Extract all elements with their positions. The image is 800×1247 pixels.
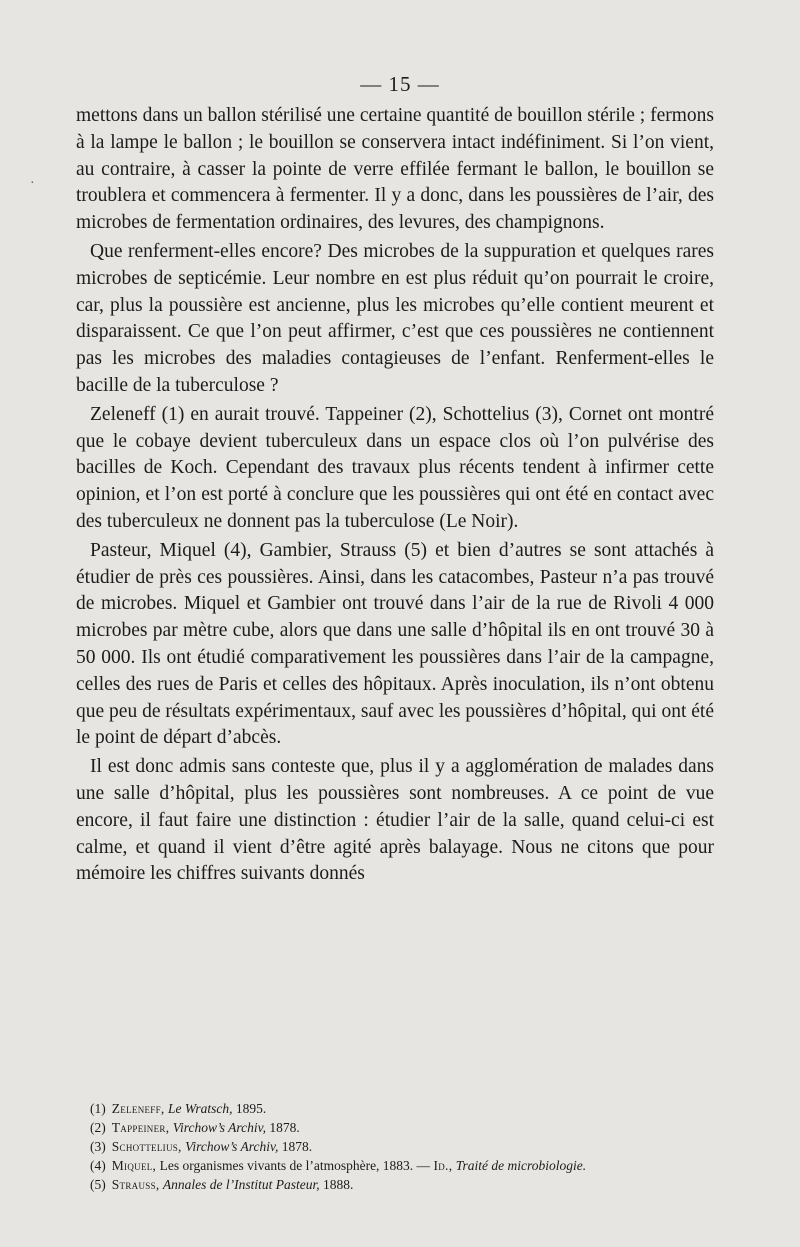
footnote-mark: (1) — [90, 1101, 106, 1116]
footnote-year: 1895. — [232, 1101, 267, 1116]
footnote-2 — [90, 1118, 740, 1137]
footnote-mark: (5) — [90, 1177, 106, 1192]
footnote-year: 1878. — [278, 1139, 313, 1154]
footnote-5 — [90, 1175, 740, 1194]
footnote-title: Les organismes vivants de l’atmosphère, 1883. — — [156, 1158, 434, 1173]
footnote-4 — [90, 1156, 740, 1175]
footnote-work: Annales de l’Institut Pasteur, — [162, 1177, 320, 1192]
footnote-author: Schottelius, — [111, 1139, 182, 1154]
footnote-mark: (4) — [90, 1158, 106, 1173]
footnote-year: 1878. — [266, 1120, 300, 1135]
paragraph-2: Que renferment-elles encore? Des microbes de la suppuration et quelques rares microbes de septicémie. Leur nombre en est plus réduit qu’on pourrait le croire, car, plus la poussière est ancienne, plus les microbes qu’elle contient meurent et disparaissent. Ce que l’on peut affirmer, c’est que ces poussières ne contiennent pas les microbes des maladies contagieuses de l’enfant. Renferment-elles le bacille de la tuberculose ? — [76, 240, 714, 396]
footnote-author: Zeleneff, — [111, 1101, 165, 1116]
footnote-mark: (3) — [90, 1139, 106, 1154]
footnote-1 — [90, 1099, 740, 1118]
footnote-work: Traité de microbiologie. — [452, 1158, 587, 1173]
paragraph-4: Pasteur, Miquel (4), Gambier, Strauss (5) et bien d’autres se sont attachés à étudier de près ces poussières. Ainsi, dans les catacombes, Pasteur n’a pas trouvé de microbes. Miquel et Gambier ont trouvé dans l’air de la rue de Rivoli 4 000 microbes par mètre cube, alors que dans une salle d’hôpital ils en ont trouvé 30 à 50 000. Ils ont étudié comparativement les poussières dans l’air de la campagne, celles des rues de Paris et celles des hôpitaux. Après inoculation, ils n’ont obtenu que peu de résultats expérimentaux, sauf avec les poussières d’hôpital, qui ont été le point de départ d’abcès. — [76, 539, 714, 749]
paragraph-3: Zeleneff (1) en aurait trouvé. Tappeiner (2), Schottelius (3), Cornet ont montré que le cobaye devient tuberculeux dans un espace clos où l’on pulvérise des bacilles de Koch. Cependant des travaux plus récents tendent à infirmer cette opinion, et l’on est porté à conclure que les poussières qui ont été en contact avec des tuberculeux ne donnent pas la tuberculose (Le Noir). — [76, 403, 714, 532]
footnote-work: Virchow’s Archiv, — [185, 1139, 279, 1154]
paragraph-5: Il est donc admis sans conteste que, plus il y a agglomération de malades dans une salle d’hôpital, plus les poussières sont nombreuses. A ce point de vue encore, il faut faire une distinction : étudier l’air de la salle, quand celui-ci est calme, et quand il vient d’être agité après balayage. Nous ne citons que pour mémoire les chiffres suivants donnés — [76, 756, 714, 885]
footnote-work: Virchow’s Archiv, — [172, 1120, 267, 1135]
footnote-author: Tappeiner, — [111, 1120, 170, 1135]
page-number: — 15 — — [360, 72, 440, 96]
body-text — [76, 103, 714, 888]
footnote-year: 1888. — [319, 1177, 354, 1192]
paragraph-1: mettons dans un ballon stérilisé une certaine quantité de bouillon stérile ; fermons à la lampe le ballon ; le bouillon se conservera intact indéfiniment. Si l’on vient, au contraire, à casser la pointe de verre effilée fermant le ballon, le bouillon se troublera et commencera à fermenter. Il y a donc, dans les poussières de l’air, des microbes de fermentation ordinaires, des levures, des champignons. — [76, 105, 714, 234]
footnote-author-ibid: Id., — [433, 1158, 453, 1173]
footnote-mark: (2) — [90, 1120, 106, 1135]
footnote-author: Strauss, — [111, 1177, 160, 1192]
footnote-work: Le Wratsch, — [167, 1101, 233, 1116]
footnote-author: Miquel, — [111, 1158, 157, 1173]
footnote-3 — [90, 1137, 740, 1156]
footnotes — [90, 1099, 740, 1194]
margin-mark: · — [30, 176, 35, 191]
